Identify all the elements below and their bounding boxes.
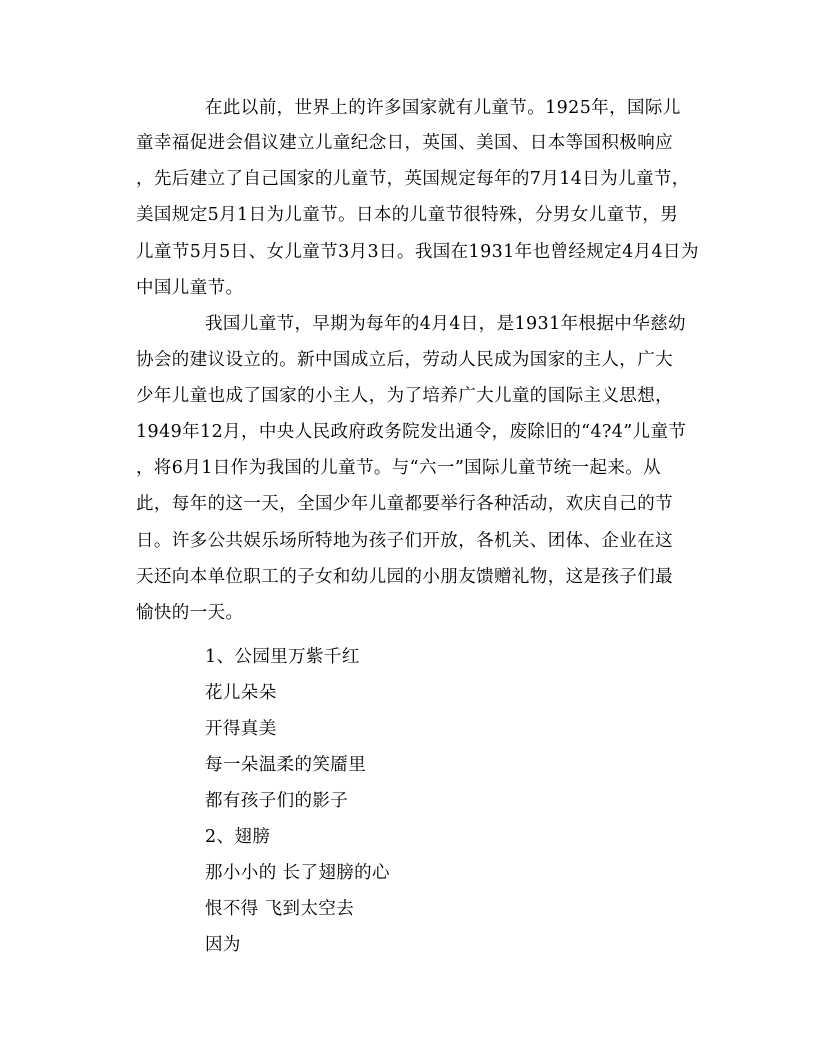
poem-line-6: 2、翅膀 — [205, 827, 271, 847]
paragraph-2-line-7: 日。许多公共娱乐场所特地为孩子们开放，各机关、团体、企业在这 — [136, 531, 673, 551]
paragraph-2-line-4: 1949年12月，中央人民政府政务院发出通令，废除旧的“4?4”儿童节 — [136, 422, 687, 442]
poem-line-3: 开得真美 — [205, 719, 277, 739]
paragraph-2-line-5: ，将6月1日作为我国的儿童节。与“六一”国际儿童节统一起来。从 — [136, 458, 662, 478]
paragraph-2-line-6: 此，每年的这一天，全国少年儿童都要举行各种活动，欢庆自己的节 — [136, 494, 673, 514]
paragraph-1-line-4: 美国规定5月1日为儿童节。日本的儿童节很特殊，分男女儿童节，男 — [136, 205, 679, 225]
poem-line-8: 恨不得 飞到太空去 — [205, 899, 355, 919]
paragraph-2-line-2: 协会的建议设立的。新中国成立后，劳动人民成为国家的主人，广大 — [136, 350, 673, 370]
paragraph-2-line-1: 我国儿童节，早期为每年的4月4日，是1931年根据中华慈幼 — [205, 314, 686, 334]
paragraph-1-line-6: 中国儿童节。 — [136, 278, 244, 298]
paragraph-2-line-9: 愉快的一天。 — [136, 603, 244, 623]
poem-line-2: 花儿朵朵 — [205, 683, 277, 703]
paragraph-1-line-3: ，先后建立了自己国家的儿童节，英国规定每年的7月14日为儿童节， — [136, 169, 690, 189]
paragraph-1-line-1: 在此以前，世界上的许多国家就有儿童节。1925年，国际儿 — [205, 98, 681, 118]
poem-line-9: 因为 — [205, 935, 241, 955]
paragraph-2-line-3: 少年儿童也成了国家的小主人，为了培养广大儿童的国际主义思想， — [136, 386, 673, 406]
paragraph-1-line-5: 儿童节5月5日、女儿童节3月3日。我国在1931年也曾经规定4月4日为 — [136, 242, 699, 262]
poem-line-1: 1、公园里万紫千红 — [205, 647, 360, 667]
poem-line-7: 那小小的 长了翅膀的心 — [205, 863, 390, 883]
paragraph-2-line-8: 天还向本单位职工的子女和幼儿园的小朋友馈赠礼物，这是孩子们最 — [136, 567, 673, 587]
poem-line-5: 都有孩子们的影子 — [205, 791, 349, 811]
poem-line-4: 每一朵温柔的笑靥里 — [205, 755, 367, 775]
paragraph-1-line-2: 童幸福促进会倡议建立儿童纪念日，英国、美国、日本等国积极响应 — [136, 133, 673, 153]
